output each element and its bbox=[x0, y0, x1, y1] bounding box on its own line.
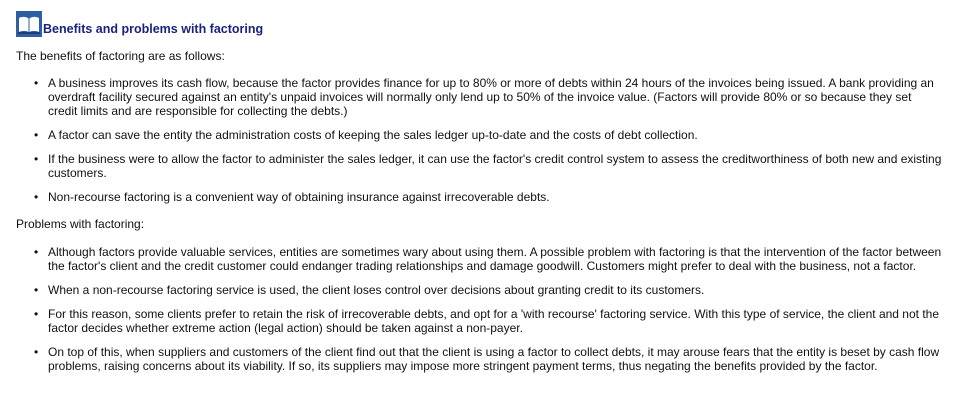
bullet-icon: • bbox=[34, 190, 39, 204]
bullet-icon: • bbox=[34, 307, 39, 321]
problems-intro: Problems with factoring: bbox=[16, 217, 145, 231]
bullet-icon: • bbox=[34, 245, 39, 259]
list-item-text: For this reason, some clients prefer to retain the risk of irrecoverable debts, and opt for a 'with recourse' factoring service. With this type of service, the client and not the factor decides whether extreme action (legal action) should be taken against a non-payer. bbox=[48, 307, 939, 335]
list-item-text: A business improves its cash flow, because the factor provides finance for up to 80% or more of debts within 24 hours of the invoices being issued. A bank providing an overdraft facility secured against an entity's unpaid invoices will normally only lend up to 50% of the invoice value. (Factors will provide 80% or so because they set credit limits and are responsible for collecting the debts.) bbox=[48, 76, 934, 118]
book-icon bbox=[16, 11, 42, 37]
list-item bbox=[16, 76, 942, 118]
list-item-text: On top of this, when suppliers and customers of the client find out that the client is using a factor to collect debts, it may arouse fears that the entity is beset by cash flow problems, raising concerns about its viability. If so, its suppliers may impose more stringent payment terms, thus negating the benefits provided by the factor. bbox=[48, 345, 940, 373]
bullet-icon: • bbox=[34, 76, 39, 90]
list-item-text: If the business were to allow the factor to administer the sales ledger, it can use the factor's credit control system to assess the creditworthiness of both new and existing customers. bbox=[48, 152, 942, 180]
bullet-icon: • bbox=[34, 128, 39, 142]
list-item-text: Non-recourse factoring is a convenient way of obtaining insurance against irrecoverable debts. bbox=[48, 190, 550, 204]
benefits-list bbox=[16, 76, 942, 214]
list-item-text: A factor can save the entity the administration costs of keeping the sales ledger up-to-date and the costs of debt collection. bbox=[48, 128, 698, 142]
list-item bbox=[16, 307, 942, 335]
bullet-icon: • bbox=[34, 283, 39, 297]
section-title: Benefits and problems with factoring bbox=[43, 22, 264, 36]
list-item-text: When a non-recourse factoring service is used, the client loses control over decisions about granting credit to its customers. bbox=[48, 283, 705, 297]
list-item bbox=[16, 345, 942, 373]
list-item bbox=[16, 283, 942, 297]
list-item bbox=[16, 152, 942, 180]
list-item bbox=[16, 128, 942, 142]
list-item bbox=[16, 245, 942, 273]
benefits-intro: The benefits of factoring are as follows: bbox=[16, 49, 225, 63]
bullet-icon: • bbox=[34, 152, 39, 166]
list-item bbox=[16, 190, 942, 204]
list-item-text: Although factors provide valuable services, entities are sometimes wary about using them. A possible problem with factoring is that the intervention of the factor between the factor's client and the credit customer could endanger trading relationships and damage goodwill. Customers might prefer to deal with the business, not a factor. bbox=[48, 245, 942, 273]
section-header bbox=[16, 11, 263, 39]
bullet-icon: • bbox=[34, 345, 39, 359]
problems-list bbox=[16, 245, 942, 383]
